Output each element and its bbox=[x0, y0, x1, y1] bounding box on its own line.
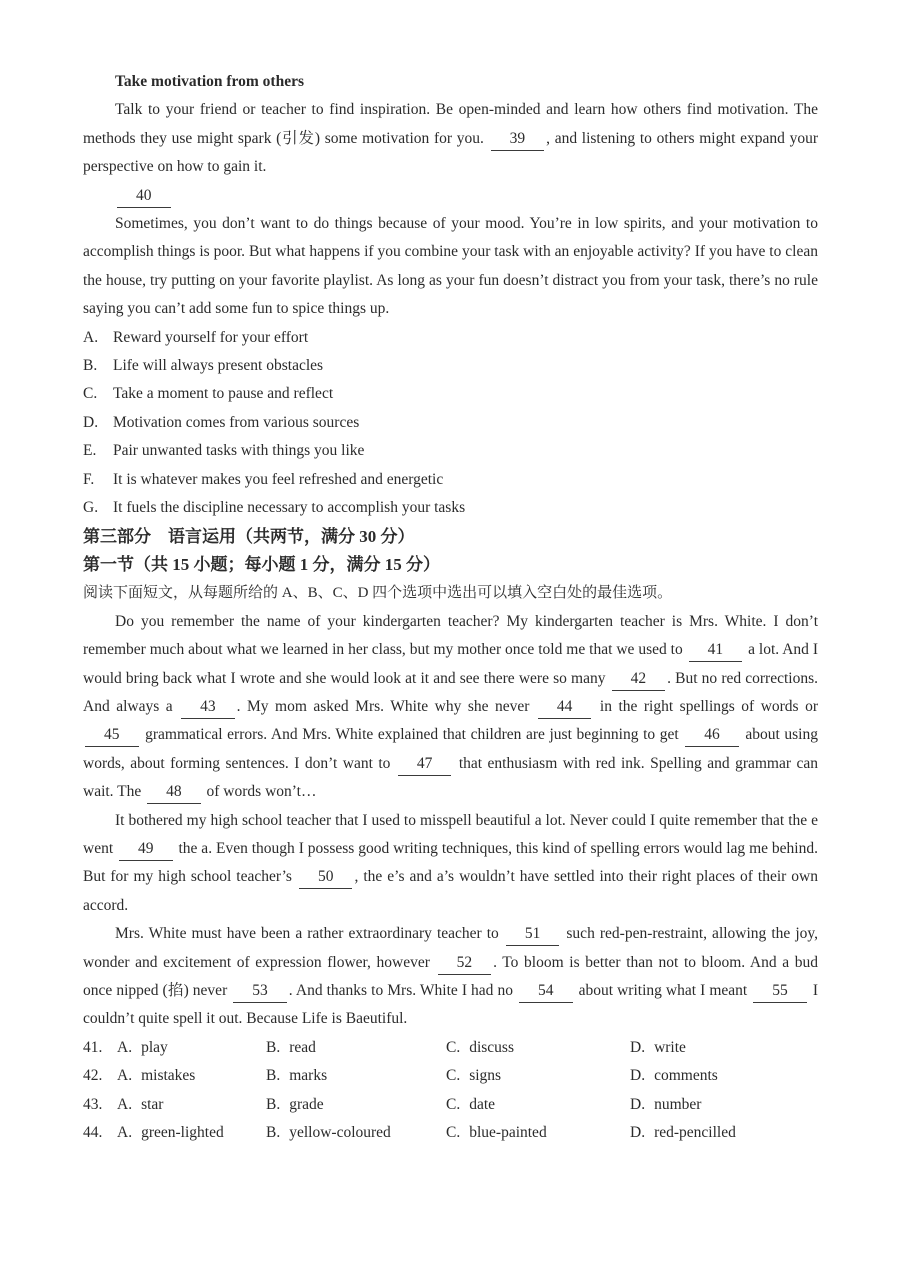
option-text: It fuels the discipline necessary to accomplish your tasks bbox=[113, 499, 466, 517]
option-item-b bbox=[83, 352, 818, 380]
option-letter: A. bbox=[83, 328, 99, 346]
question-row-43 bbox=[83, 1091, 818, 1119]
option-item-d bbox=[83, 409, 818, 437]
option-text: Motivation comes from various sources bbox=[113, 413, 360, 431]
question-option-d: D. red-pencilled bbox=[630, 1124, 736, 1142]
question-number: 44. bbox=[83, 1124, 103, 1142]
paragraph-blank-40-line bbox=[83, 182, 818, 210]
question-option-b: B. grade bbox=[266, 1095, 324, 1113]
question-option-b: B. read bbox=[266, 1038, 316, 1056]
blank-47: 47 bbox=[398, 754, 452, 776]
passage-heading: Take motivation from others bbox=[115, 73, 305, 90]
question-option-b: B. yellow-coloured bbox=[266, 1124, 391, 1142]
question-option-a: A. mistakes bbox=[117, 1067, 196, 1085]
blank-46: 46 bbox=[685, 725, 739, 747]
question-option-c: C. date bbox=[446, 1095, 496, 1113]
question-option-a: A. star bbox=[117, 1095, 164, 1113]
option-item-a bbox=[83, 324, 818, 352]
blank-53: 53 bbox=[233, 981, 287, 1003]
cloze-instruction: 阅读下面短文，从每题所给的 A、B、C、D 四个选项中选出可以填入空白处的最佳选项。 bbox=[83, 585, 673, 602]
paragraph-kindergarten: Do you remember the name of your kindergarten teacher? My kindergarten teacher is Mrs. White. I don’t remember much about what we learned in her class, but my mother once told me that we used to 41 a lot. And I would bring back what I wrote and she would look at it and see there were so many 42 . But no red corrections. And always a 43 . My mom asked Mrs. White why she never 44 in the right spellings of words or 45 grammatical errors. And Mrs. White explained that children are just beginning to get 46 about using words, about forming sentences. I don’t want to 47 that enthusiasm with red ink. Spelling and grammar can wait. The 48 of words won’t… bbox=[83, 608, 818, 807]
question-option-d: D. number bbox=[630, 1095, 702, 1113]
option-text: It is whatever makes you feel refreshed and energetic bbox=[113, 470, 444, 488]
question-option-c: C. discuss bbox=[446, 1038, 515, 1056]
question-option-b: B. marks bbox=[266, 1067, 328, 1085]
option-text: Pair unwanted tasks with things you like bbox=[113, 442, 365, 460]
question-option-a: A. green-lighted bbox=[117, 1124, 224, 1142]
question-row-44 bbox=[83, 1119, 818, 1147]
option-letter: G. bbox=[83, 499, 99, 517]
option-item-g bbox=[83, 494, 818, 522]
question-option-c: C. blue-painted bbox=[446, 1124, 547, 1142]
cloze-question-list bbox=[83, 1034, 818, 1148]
paragraph-mrs-white: Mrs. White must have been a rather extraordinary teacher to 51 such red-pen-restraint, allowing the joy, wonder and excitement of expression flower, however 52 . To bloom is better than not to bloom. And a bud once nipped (掐) never 53 . And thanks to Mrs. White I had no 54 about writing what I meant 55 I couldn’t quite spell it out. Because Life is Baeutiful. bbox=[83, 925, 819, 1028]
question-number: 42. bbox=[83, 1067, 103, 1085]
blank-49: 49 bbox=[119, 839, 173, 861]
option-text: Life will always present obstacles bbox=[113, 357, 324, 375]
blank-54: 54 bbox=[519, 981, 573, 1003]
option-letter: F. bbox=[83, 470, 95, 488]
question-option-a: A. play bbox=[117, 1038, 168, 1056]
blank-55: 55 bbox=[753, 981, 807, 1003]
blank-48: 48 bbox=[147, 782, 201, 804]
option-letter: D. bbox=[83, 413, 99, 431]
section-heading-node1: 第一节（共 15 小题；每小题 1 分，满分 15 分） bbox=[83, 554, 440, 574]
option-letter: B. bbox=[83, 357, 98, 375]
option-letter: E. bbox=[83, 442, 97, 460]
option-letter: C. bbox=[83, 385, 98, 403]
paragraph-high-school: It bothered my high school teacher that I used to misspell beautiful a lot. Never could I quite remember that the e went 49 the a. Even though I possess good writing techniques, this kind of spelling errors would lag me behind. But for my high school teacher’s 50 , the e’s and a’s wouldn’t have settled into their right places of their own accord. bbox=[83, 811, 819, 914]
blank-40: 40 bbox=[117, 186, 171, 208]
option-text: Reward yourself for your effort bbox=[113, 328, 309, 346]
paragraph-sometimes-mood: Sometimes, you don’t want to do things because of your mood. You’re in low spirits, and your motivation to accomplish things is poor. But what happens if you combine your task with an enjoyable activity? If you have to clean the house, try putting on your favorite playlist. As long as your fun doesn’t distract you from your task, there’s no rule saying you can’t add some fun to spice things up. bbox=[83, 215, 818, 318]
question-option-d: D. comments bbox=[630, 1067, 718, 1085]
blank-44: 44 bbox=[538, 697, 592, 719]
option-item-e bbox=[83, 437, 818, 465]
option-item-c bbox=[83, 380, 818, 408]
paragraph-take-motivation: Talk to your friend or teacher to find inspiration. Be open-minded and learn how others find motivation. The methods they use might spark (引发) some motivation for you. 39 , and listening to others might expand your perspective on how to gain it. bbox=[83, 101, 818, 176]
question-number: 43. bbox=[83, 1095, 103, 1113]
gap-fill-option-list bbox=[83, 324, 818, 523]
question-number: 41. bbox=[83, 1038, 103, 1056]
blank-41: 41 bbox=[689, 640, 743, 662]
question-row-42 bbox=[83, 1062, 818, 1090]
section-heading-part3: 第三部分 语言运用（共两节，满分 30 分） bbox=[83, 526, 415, 546]
blank-50: 50 bbox=[299, 867, 353, 889]
blank-39: 39 bbox=[491, 129, 545, 151]
blank-51: 51 bbox=[506, 924, 560, 946]
question-row-41 bbox=[83, 1034, 818, 1062]
blank-43: 43 bbox=[181, 697, 235, 719]
blank-42: 42 bbox=[612, 669, 666, 691]
question-option-c: C. signs bbox=[446, 1067, 502, 1085]
blank-52: 52 bbox=[438, 953, 492, 975]
blank-45: 45 bbox=[85, 725, 139, 747]
option-text: Take a moment to pause and reflect bbox=[113, 385, 334, 403]
question-option-d: D. write bbox=[630, 1038, 686, 1056]
option-item-f bbox=[83, 466, 818, 494]
